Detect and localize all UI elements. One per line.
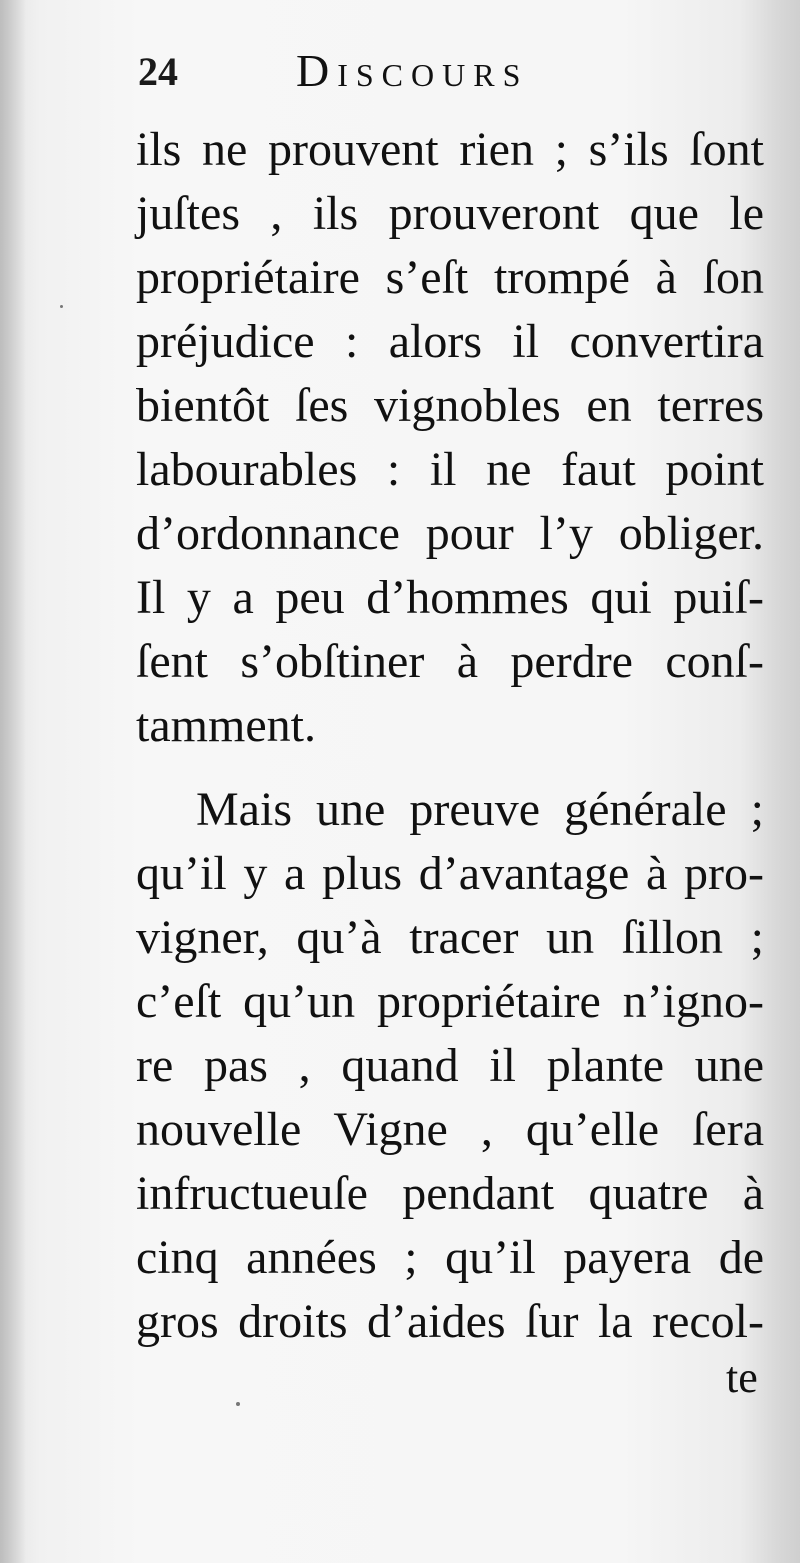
text-line: qu’il y a plus d’avantage à pro- <box>136 847 764 900</box>
text-line: labourables : il ne faut point <box>136 443 764 496</box>
text-line: infructueuſe pendant quatre à <box>136 1167 764 1220</box>
text-line: d’ordonnance pour l’y obliger. <box>136 507 764 560</box>
text-line: c’eſt qu’un propriétaire n’igno- <box>136 975 764 1028</box>
text-line: bientôt ſes vignobles en terres <box>136 379 764 432</box>
ink-speck <box>236 1402 240 1406</box>
text-line: Il y a peu d’hommes qui puiſ- <box>136 571 764 624</box>
text-line: nouvelle Vigne , qu’elle ſera <box>136 1103 764 1156</box>
ink-speck <box>60 305 63 308</box>
text-line: re pas , quand il plante une <box>136 1039 764 1092</box>
text-line: ils ne prouvent rien ; s’ils ſont <box>136 123 764 176</box>
body-text <box>136 118 764 1354</box>
text-line: cinq années ; qu’il payera de <box>136 1231 764 1284</box>
page-number: 24 <box>138 49 178 94</box>
text-line: propriétaire s’eſt trompé à ſon <box>136 251 764 304</box>
text-line: tamment. <box>136 699 316 752</box>
binding-shadow <box>0 0 26 1563</box>
text-line: Mais une preuve générale ; <box>196 783 764 836</box>
running-head: Discours <box>296 45 529 96</box>
catchword: te <box>726 1353 758 1402</box>
text-line: juſtes , ils prouveront que le <box>136 187 764 240</box>
paragraph-gap <box>136 758 764 778</box>
text-line: gros droits d’aides ſur la recol- <box>136 1295 764 1348</box>
text-line: ſent s’obſtiner à perdre conſ- <box>136 635 764 688</box>
text-line: préjudice : alors il convertira <box>136 315 764 368</box>
text-line: vigner, qu’à tracer un ſillon ; <box>136 911 764 964</box>
page-header <box>0 30 800 110</box>
